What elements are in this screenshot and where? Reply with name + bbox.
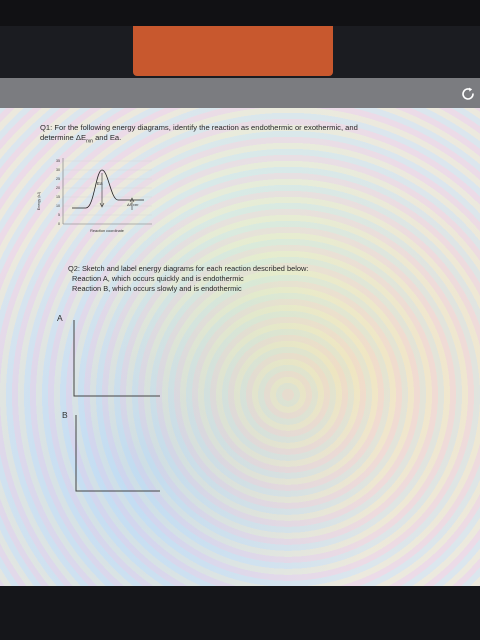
x-axis-label: Reaction coordinate <box>90 229 124 233</box>
question-1-line-2 <box>40 133 460 147</box>
question-1-line-1: Q1: For the following energy diagrams, identify the reaction as endothermic or exothermic, and <box>40 123 358 132</box>
y-tick-15: 15 <box>56 195 60 199</box>
bottom-bezel <box>0 586 480 640</box>
sketch-label-b: B <box>62 410 68 420</box>
document-page <box>0 108 480 586</box>
grid <box>63 161 152 215</box>
ea-label: Ea <box>97 181 103 186</box>
y-tick-5: 5 <box>58 213 60 217</box>
question-1-prefix: determine ΔE <box>40 133 87 142</box>
delta-e-label: ΔE rxn <box>127 203 139 207</box>
reaction-a-description: Reaction A, which occurs quickly and is endothermic <box>72 274 244 283</box>
energy-diagram <box>32 156 172 238</box>
y-tick-0: 0 <box>58 222 60 226</box>
question-1-subscript: rxn <box>86 138 93 145</box>
sketch-label-a: A <box>57 313 63 323</box>
refresh-icon[interactable] <box>460 86 476 102</box>
sketch-axes-a <box>70 318 164 398</box>
y-tick-20: 20 <box>56 186 60 190</box>
y-tick-25: 25 <box>56 177 60 181</box>
reaction-b-description: Reaction B, which occurs slowly and is endothermic <box>72 284 242 293</box>
y-tick-30: 30 <box>56 168 60 172</box>
question-2 <box>68 264 308 294</box>
y-axis-label: Energy (kJ) <box>37 191 41 211</box>
question-1 <box>40 123 460 147</box>
y-ticks <box>56 159 60 226</box>
page-header-strip <box>0 78 480 108</box>
question-2-title: Q2: Sketch and label energy diagrams for each reaction described below: <box>68 264 309 273</box>
y-tick-35: 35 <box>56 159 60 163</box>
accent-tab[interactable] <box>133 26 333 76</box>
sketch-axes-b <box>72 413 164 493</box>
question-1-suffix: and Ea. <box>92 133 122 142</box>
y-tick-10: 10 <box>56 204 60 208</box>
